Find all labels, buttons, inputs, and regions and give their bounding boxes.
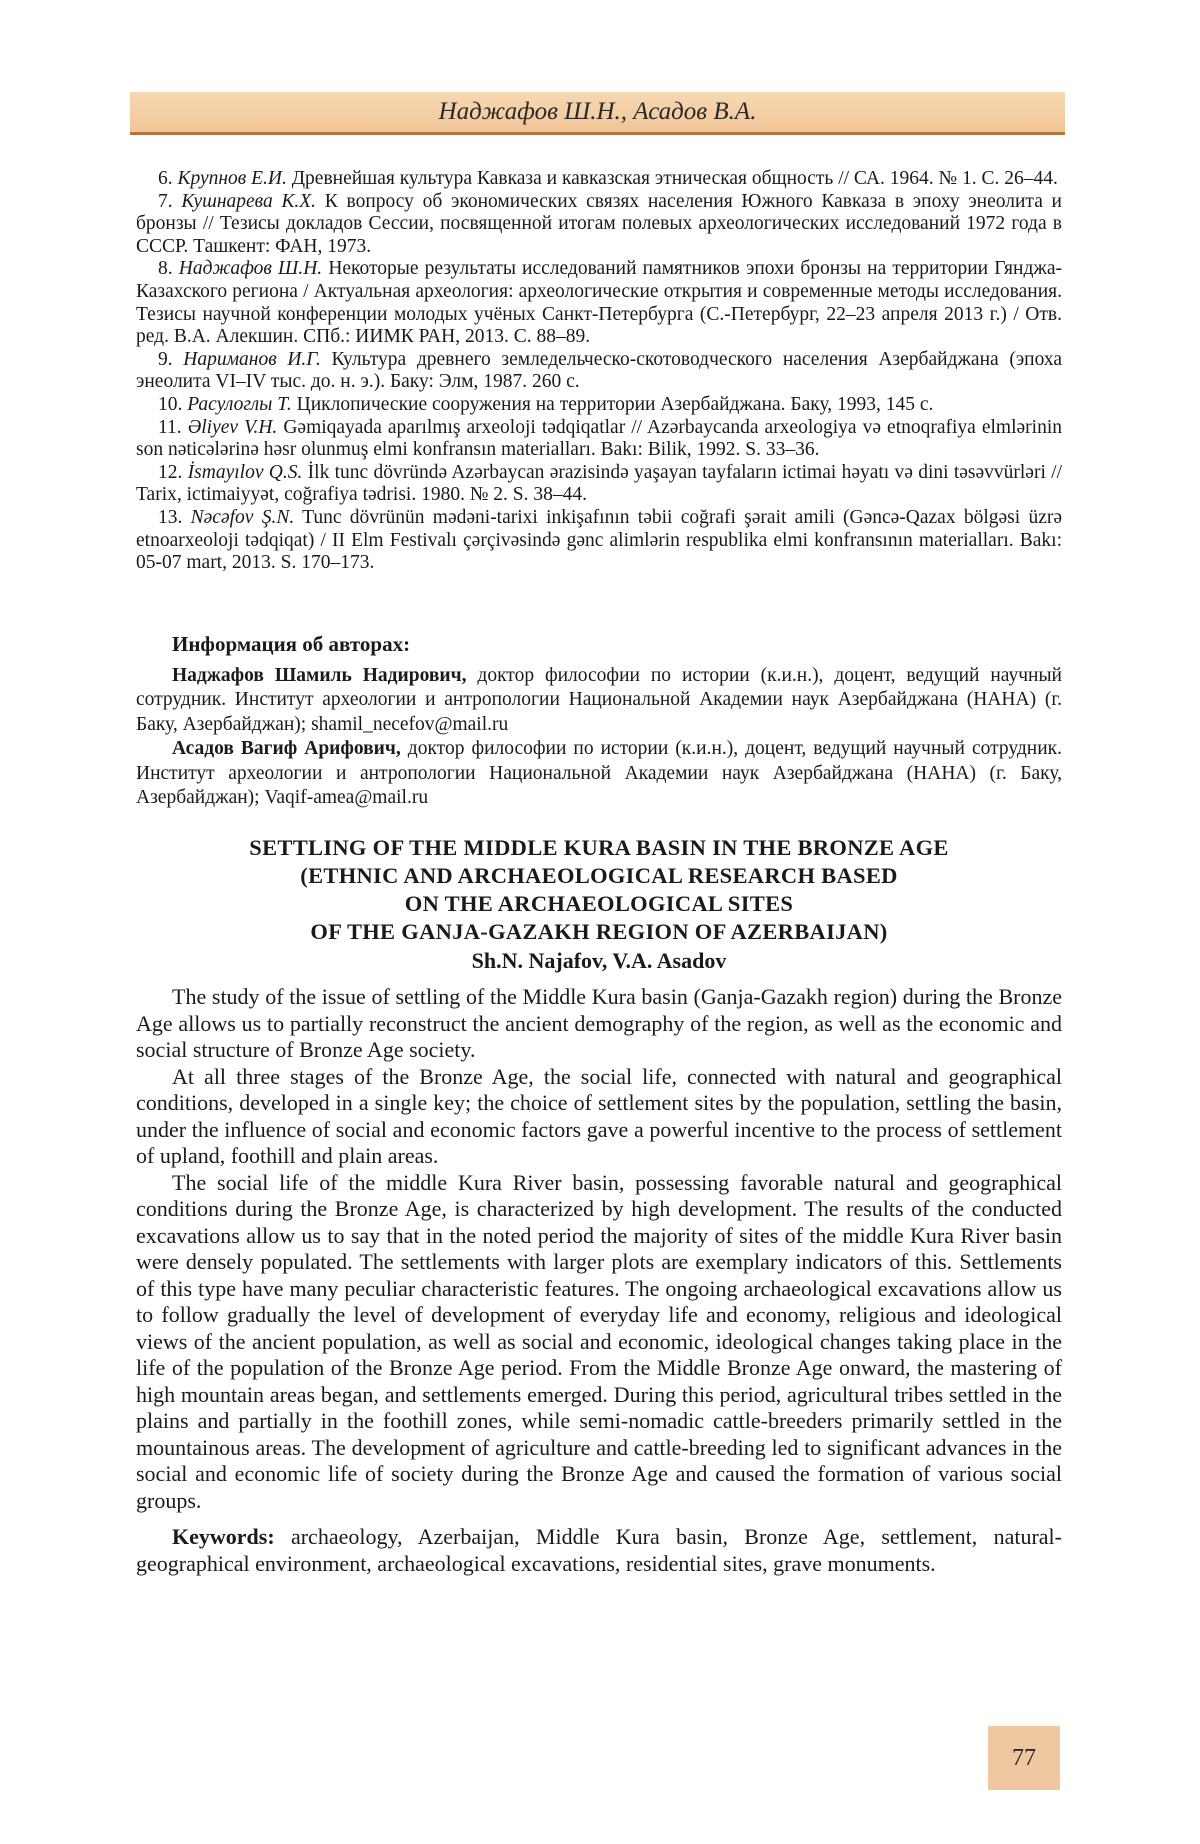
reference-text: İlk tunc dövründə Azərbaycan ərazisində yaşayan tayfaların ictimai həyatı və dini təsəvvürləri // Tarix, ictimaiyyət, coğrafiya tədrisi. 1980. № 2. S. 38–44. <box>136 461 1063 506</box>
reference-text: Tunc dövrünün mədəni-tarixi inkişafının təbii coğrafi şərait amili (Gəncə-Qazax bölgəsi üzrə etnoarxeoloji tədqiqat) / II Elm Festivalı çərçivəsində gənc alimlərin respublika elmi konfransının materialları. Bakı: 05-07 mart, 2013. S. 170–173. <box>136 506 1063 574</box>
author-details: доктор философии по истории (к.и.н.), доцент, ведущий научный сотрудник. Институт археологии и антропологии Национальной Академии наук Азербайджана (НАНА) (г. Баку, Азербайджан); shamil_necefov@mail.ru <box>136 665 1062 735</box>
author-name: Наджафов Шамиль Надирович, <box>172 665 467 686</box>
reference-number: 12. <box>158 461 183 483</box>
authors-info <box>136 664 1062 810</box>
reference-number: 9. <box>158 348 173 370</box>
running-header <box>130 92 1065 135</box>
reference-item <box>136 417 1062 462</box>
article-title-line: OF THE GANJA-GAZAKH REGION OF AZERBAIJAN) <box>310 919 888 944</box>
article-title <box>136 834 1062 946</box>
reference-author: Крупнов Е.И. <box>177 168 287 189</box>
keywords <box>136 1524 1062 1577</box>
reference-item <box>136 349 1062 394</box>
abstract-paragraph: At all three stages of the Bronze Age, the social life, connected with natural and geographical conditions, developed in a single key; the choice of settlement sites by the population, settling the basin, under the influence of social and economic factors gave a powerful incentive to the process of settlement of upland, foothill and plain areas. <box>136 1063 1062 1168</box>
reference-text: Gəmiqayada aparılmış arxeoloji tədqiqatlar // Azərbaycanda arxeologiya və etnoqrafiya elmlərinin son nəticələrinə həsr olunmuş elmi konfransın materialları. Bakı: Bilik, 1992. S. 33–36. <box>136 416 1062 461</box>
keywords-label: Keywords: <box>172 1524 275 1549</box>
keywords-text: archaeology, Azerbaijan, Middle Kura basin, Bronze Age, settlement, natural-geographical environment, archaeological excavations, residential sites, grave monuments. <box>136 1524 1062 1576</box>
reference-author: Нариманов И.Г. <box>183 348 321 370</box>
running-header-title: Наджафов Ш.Н., Асадов В.А. <box>438 98 757 125</box>
reference-number: 10. <box>158 393 183 415</box>
reference-number: 6. <box>158 168 173 189</box>
reference-author: Расулоглы Т. <box>187 393 292 415</box>
page-number-box <box>988 1726 1060 1790</box>
reference-author: İsmayılov Q.S. <box>187 461 303 483</box>
author-name: Асадов Вагиф Арифович, <box>172 738 401 760</box>
reference-text: Древнейшая культура Кавказа и кавказская этническая общность // СА. 1964. № 1. С. 26–44. <box>291 168 1058 189</box>
reference-number: 13. <box>158 506 183 528</box>
abstract <box>136 984 1062 1577</box>
reference-number: 7. <box>158 190 173 212</box>
reference-item <box>136 168 1062 191</box>
reference-item <box>136 258 1062 348</box>
article-title-line: (ETHNIC AND ARCHAEOLOGICAL RESEARCH BASED <box>300 863 898 888</box>
reference-item <box>136 394 1062 417</box>
author-details: доктор философии по истории (к.и.н.), доцент, ведущий научный сотрудник. Институт археологии и антропологии Национальной Академии наук Азербайджана (НАНА) (г. Баку, Азербайджан); Vaqif-amea@mail.ru <box>136 738 1063 809</box>
reference-author: Кушнарева К.Х. <box>181 190 317 212</box>
reference-item <box>136 507 1062 575</box>
page-number: 77 <box>1012 1744 1036 1771</box>
reference-author: Nəcəfov Ş.N. <box>190 506 295 528</box>
authors-info-heading: Информация об авторах: <box>172 632 411 656</box>
reference-item <box>136 191 1062 259</box>
reference-number: 11. <box>158 416 182 438</box>
reference-author: Əliyev V.H. <box>187 416 278 438</box>
abstract-paragraph: The social life of the middle Kura River basin, possessing favorable natural and geographical conditions during the Bronze Age, is characterized by high development. The results of the conducted excavations allow us to say that in the noted period the majority of sites of the middle Kura River basin were densely populated. The settlements with larger plots are exemplary indicators of this. Settlements of this type have many peculiar characteristic features. The ongoing archaeological excavations allow us to follow gradually the level of development of everyday life and economy, religious and ideological views of the ancient population, as well as social and economic, ideological changes taking place in the life of the population of the Bronze Age period. From the Middle Bronze Age onward, the mastering of high mountain areas began, and settlements emerged. During this period, agricultural tribes settled in the plains and partially in the foothill zones, while semi-nomadic cattle-breeders primarily settled in the mountainous areas. The development of agriculture and cattle-breeding led to significant advances in the social and economic life of society during the Bronze Age and caused the formation of various social groups. <box>136 1169 1062 1513</box>
reference-number: 8. <box>158 258 173 280</box>
reference-author: Наджафов Ш.Н. <box>178 258 323 280</box>
article-title-line: ON THE ARCHAEOLOGICAL SITES <box>404 891 794 916</box>
reference-item <box>136 462 1062 507</box>
article-title-line: SETTLING OF THE MIDDLE KURA BASIN IN THE BRONZE AGE <box>249 835 949 860</box>
article-byline: Sh.N. Najafov, V.A. Asadov <box>471 948 727 973</box>
reference-text: Циклопические сооружения на территории Азербайджана. Баку, 1993, 145 с. <box>296 393 934 415</box>
reference-text: Некоторые результаты исследований памятников эпохи бронзы на территории Гянджа-Казахского региона / Актуальная археология: археологические открытия и современные методы исследования. Тезисы научной конференции молодых учёных Санкт-Петербурга (С.-Петербург, 22–23 апреля 2013 г.) / Отв. ред. В.А. Алекшин. СПб.: ИИМК РАН, 2013. С. 88–89. <box>136 258 1062 348</box>
author-entry <box>136 664 1062 737</box>
author-entry <box>136 737 1062 810</box>
reference-text: К вопросу об экономических связях населения Южного Кавказа в эпоху энеолита и бронзы // Тезисы докладов Сессии, посвященной итогам полевых археологических исследований 1972 года в СССР. Ташкент: ФАН, 1973. <box>136 190 1062 257</box>
abstract-paragraph: The study of the issue of settling of the Middle Kura basin (Ganja-Gazakh region) during the Bronze Age allows us to partially reconstruct the ancient demography of the region, as well as the economic and social structure of Bronze Age society. <box>136 984 1062 1062</box>
reference-text: Культура древнего земледельческо-скотоводческого населения Азербайджана (эпоха энеолита VI–IV тыс. до. н. э.). Баку: Элм, 1987. 260 с. <box>136 348 1063 393</box>
references-list <box>136 168 1062 575</box>
